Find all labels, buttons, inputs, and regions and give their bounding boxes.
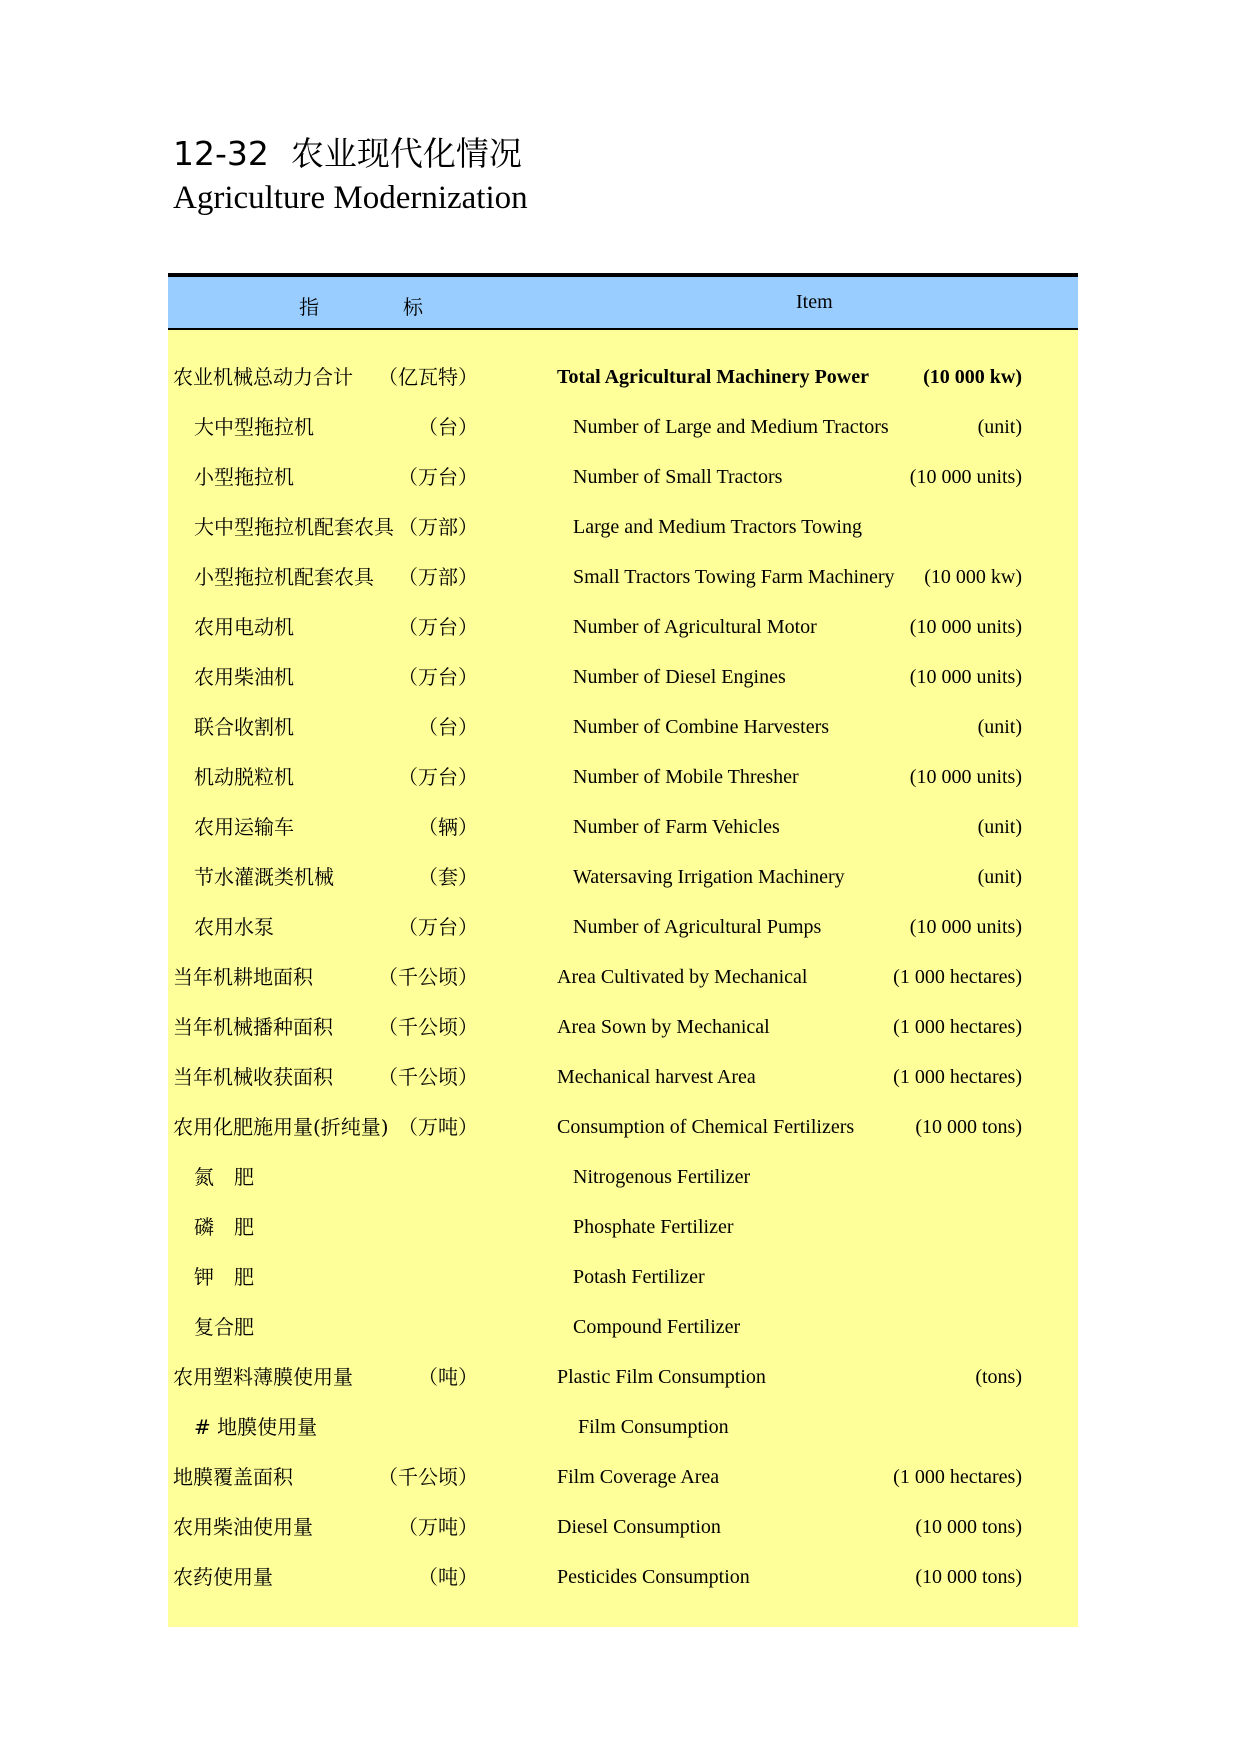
row-label-en: Phosphate Fertilizer xyxy=(573,1216,734,1238)
row-label-en: Number of Agricultural Pumps xyxy=(573,916,822,938)
row-label-en: Film Coverage Area xyxy=(557,1466,720,1488)
row-label-zh: 当年机械收获面积 xyxy=(173,1065,333,1089)
row-label-zh: 当年机耕地面积 xyxy=(173,965,313,989)
row-label-zh: 当年机械播种面积 xyxy=(173,1015,333,1039)
row-label-en: Number of Farm Vehicles xyxy=(573,816,780,838)
table-header xyxy=(168,277,1078,330)
row-unit-en: (tons) xyxy=(975,1366,1022,1388)
row-label-en: Consumption of Chemical Fertilizers xyxy=(557,1116,855,1138)
table-row xyxy=(168,1403,1078,1453)
row-unit-zh: （万台） xyxy=(398,665,478,689)
row-label-en: Number of Agricultural Motor xyxy=(573,616,817,638)
table-row xyxy=(168,553,1078,603)
row-unit-zh: （万部） xyxy=(398,515,478,539)
row-label-en: Film Consumption xyxy=(578,1416,729,1438)
row-label-en: Area Cultivated by Mechanical xyxy=(557,966,808,988)
row-label-en: Number of Mobile Thresher xyxy=(573,766,799,788)
header-zh-char-1: 指 xyxy=(299,295,319,319)
row-label-zh: # 地膜使用量 xyxy=(194,1415,318,1439)
row-label-en: Compound Fertilizer xyxy=(573,1316,741,1338)
table-row xyxy=(168,403,1078,453)
page-title-zh xyxy=(173,128,522,175)
title-zh-text: 农业现代化情况 xyxy=(290,134,522,173)
table-row xyxy=(168,603,1078,653)
row-label-en: Pesticides Consumption xyxy=(557,1566,750,1588)
row-label-en: Number of Small Tractors xyxy=(573,466,783,488)
row-unit-zh: （万台） xyxy=(398,915,478,939)
row-label-zh: 联合收割机 xyxy=(194,715,294,739)
row-unit-en: (unit) xyxy=(977,716,1022,738)
row-unit-zh: （千公顷） xyxy=(378,1465,478,1489)
row-label-zh: 磷 肥 xyxy=(194,1215,254,1239)
row-label-zh: 氮 肥 xyxy=(194,1165,254,1189)
row-unit-en: (1 000 hectares) xyxy=(893,966,1022,988)
data-table xyxy=(168,273,1078,1627)
row-unit-zh: （台） xyxy=(418,715,478,739)
row-label-zh: 农用柴油机 xyxy=(194,665,294,689)
row-label-zh: 复合肥 xyxy=(194,1315,254,1339)
table-row xyxy=(168,503,1078,553)
row-unit-en: (10 000 tons) xyxy=(915,1566,1022,1588)
row-label-zh: 农用水泵 xyxy=(194,915,274,939)
row-label-en: Area Sown by Mechanical xyxy=(557,1016,770,1038)
row-unit-zh: （套） xyxy=(418,865,478,889)
table-row xyxy=(168,453,1078,503)
table-row xyxy=(168,1503,1078,1553)
row-label-en: Number of Diesel Engines xyxy=(573,666,786,688)
row-unit-en: (10 000 kw) xyxy=(924,566,1022,588)
row-unit-en: (10 000 tons) xyxy=(915,1516,1022,1538)
table-row xyxy=(168,703,1078,753)
table-row xyxy=(168,1153,1078,1203)
row-unit-en: (unit) xyxy=(977,816,1022,838)
table-row xyxy=(168,653,1078,703)
row-unit-zh: （吨） xyxy=(418,1365,478,1389)
row-label-zh: 地膜覆盖面积 xyxy=(173,1465,293,1489)
row-label-zh: 农用电动机 xyxy=(194,615,294,639)
row-label-zh: 农药使用量 xyxy=(173,1565,273,1589)
header-zh-char-2: 标 xyxy=(403,295,423,319)
row-unit-en: (10 000 kw) xyxy=(923,366,1022,388)
table-number: 12-32 xyxy=(173,134,269,173)
row-unit-zh: （万吨） xyxy=(398,1515,478,1539)
header-en: Item xyxy=(796,291,833,313)
row-unit-zh: （亿瓦特） xyxy=(378,365,478,389)
row-label-zh: 大中型拖拉机配套农具 xyxy=(194,515,394,539)
table-row xyxy=(168,1553,1078,1603)
row-unit-zh: （千公顷） xyxy=(378,1065,478,1089)
table-row xyxy=(168,1303,1078,1353)
row-label-zh: 小型拖拉机配套农具 xyxy=(194,565,374,589)
row-label-en: Large and Medium Tractors Towing xyxy=(573,516,862,538)
row-label-zh: 大中型拖拉机 xyxy=(194,415,314,439)
row-label-zh: 农用柴油使用量 xyxy=(173,1515,313,1539)
table-row xyxy=(168,1103,1078,1153)
row-unit-zh: （台） xyxy=(418,415,478,439)
row-label-en: Nitrogenous Fertilizer xyxy=(573,1166,751,1188)
row-label-en: Potash Fertilizer xyxy=(573,1266,705,1288)
table-row xyxy=(168,1053,1078,1103)
row-unit-zh: （万台） xyxy=(398,615,478,639)
row-unit-zh: （吨） xyxy=(418,1565,478,1589)
row-unit-zh: （辆） xyxy=(418,815,478,839)
page-title-en: Agriculture Modernization xyxy=(173,180,528,216)
row-label-zh: 节水灌溉类机械 xyxy=(194,865,334,889)
row-label-en: Number of Combine Harvesters xyxy=(573,716,830,738)
row-label-en: Plastic Film Consumption xyxy=(557,1366,766,1388)
row-label-zh: 农用运输车 xyxy=(194,815,294,839)
table-row xyxy=(168,803,1078,853)
table-row xyxy=(168,1353,1078,1403)
table-row xyxy=(168,1203,1078,1253)
row-unit-en: (1 000 hectares) xyxy=(893,1466,1022,1488)
row-label-zh: 钾 肥 xyxy=(194,1265,254,1289)
row-unit-en: (10 000 units) xyxy=(909,916,1022,938)
row-unit-zh: （万部） xyxy=(398,565,478,589)
row-unit-en: (10 000 tons) xyxy=(915,1116,1022,1138)
row-label-zh: 农用塑料薄膜使用量 xyxy=(173,1365,353,1389)
table-row xyxy=(168,1003,1078,1053)
table-row xyxy=(168,953,1078,1003)
row-unit-en: (10 000 units) xyxy=(909,616,1022,638)
row-unit-zh: （万台） xyxy=(398,465,478,489)
row-unit-en: (1 000 hectares) xyxy=(893,1066,1022,1088)
row-unit-zh: （千公顷） xyxy=(378,1015,478,1039)
table-row xyxy=(168,353,1078,403)
table-row xyxy=(168,1253,1078,1303)
row-unit-en: (unit) xyxy=(977,416,1022,438)
row-unit-zh: （万吨） xyxy=(398,1115,478,1139)
row-unit-en: (10 000 units) xyxy=(909,666,1022,688)
row-unit-zh: （万台） xyxy=(398,765,478,789)
row-unit-en: (10 000 units) xyxy=(909,466,1022,488)
row-label-en: Total Agricultural Machinery Power xyxy=(557,366,869,388)
table-row xyxy=(168,903,1078,953)
row-label-en: Small Tractors Towing Farm Machinery xyxy=(573,566,895,588)
row-unit-en: (unit) xyxy=(977,866,1022,888)
row-label-en: Mechanical harvest Area xyxy=(557,1066,756,1088)
row-label-en: Number of Large and Medium Tractors xyxy=(573,416,889,438)
row-label-zh: 农业机械总动力合计 xyxy=(173,365,353,389)
table-row xyxy=(168,1453,1078,1503)
row-label-zh: 机动脱粒机 xyxy=(194,765,294,789)
row-unit-en: (10 000 units) xyxy=(909,766,1022,788)
row-unit-en: (1 000 hectares) xyxy=(893,1016,1022,1038)
row-label-en: Watersaving Irrigation Machinery xyxy=(573,866,845,888)
row-unit-zh: （千公顷） xyxy=(378,965,478,989)
row-label-en: Diesel Consumption xyxy=(557,1516,721,1538)
table-row xyxy=(168,753,1078,803)
row-label-zh: 小型拖拉机 xyxy=(194,465,294,489)
row-label-zh: 农用化肥施用量(折纯量) xyxy=(173,1115,389,1139)
table-row xyxy=(168,853,1078,903)
